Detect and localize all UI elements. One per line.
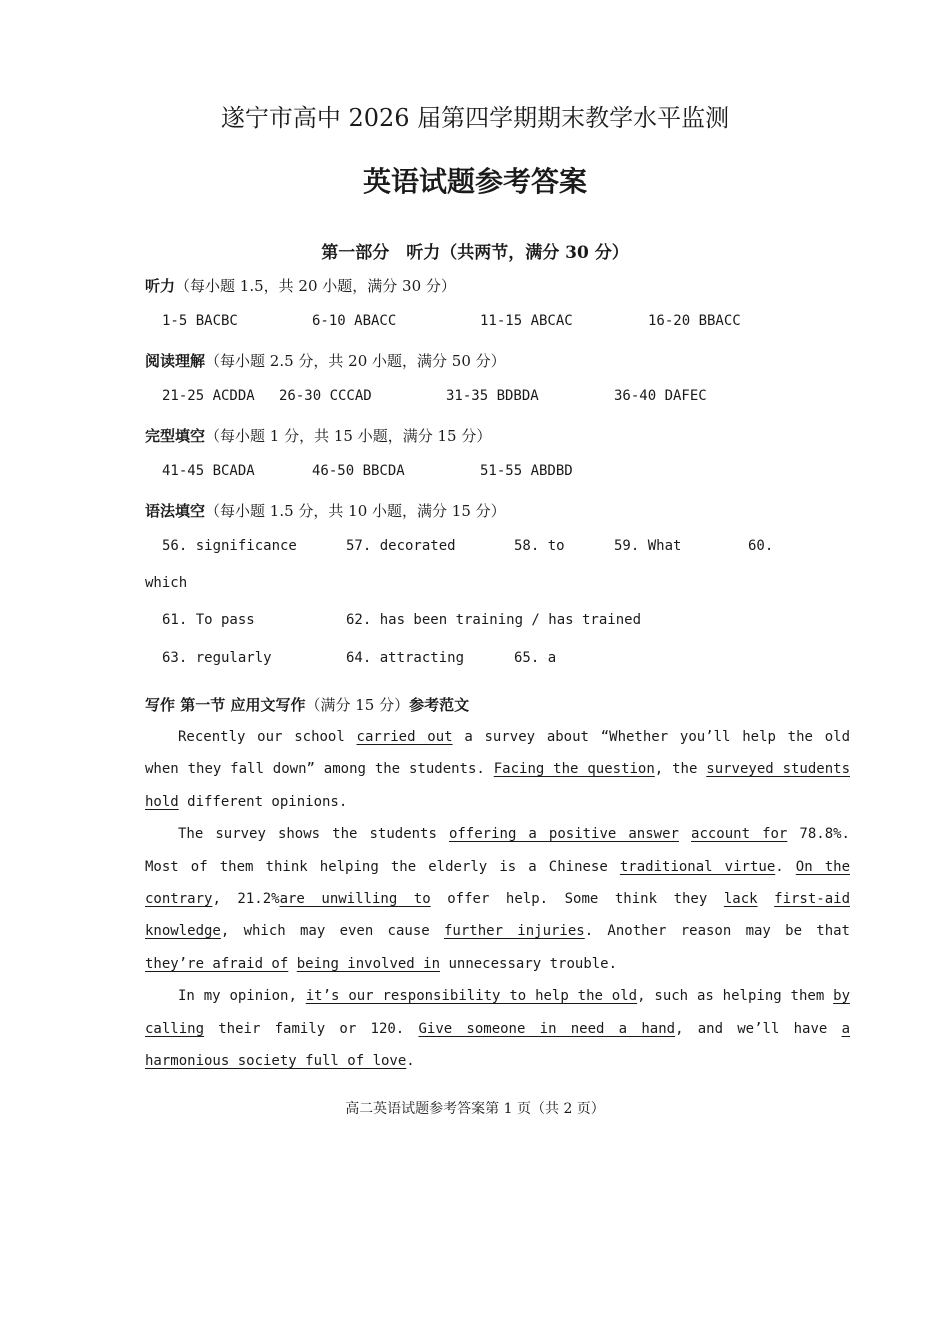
section-label: 听力 (145, 277, 176, 295)
essay-text: . (406, 1053, 415, 1070)
underlined-phrase: are unwilling to (279, 891, 431, 908)
section-note: （每小题 2.5 分，共 20 小题，满分 50 分） (205, 352, 506, 370)
writing-heading-note: （满分 15 分） (305, 696, 410, 714)
essay-text: , which may even cause (220, 923, 444, 940)
essay-text: , 21.2% (212, 891, 280, 908)
grammar-answer: 63. regularly (162, 650, 272, 666)
grammar-answer: 57. decorated (346, 538, 456, 554)
grammar-answer: 59. What (614, 538, 682, 554)
underlined-phrase: Give someone in need a hand (418, 1020, 676, 1037)
section-note: （每小题 1.5，共 20 小题，满分 30 分） (175, 277, 456, 295)
answer-group: 46-50 BBCDA (312, 463, 405, 479)
grammar-answer: 65. a (514, 650, 557, 666)
writing-heading-label: 写作 第一节 应用文写作 (145, 696, 306, 714)
grammar-answer-wrap: which (145, 575, 188, 591)
essay-text: . Another reason may be that (584, 923, 850, 940)
essay-paragraph-2 (145, 818, 850, 980)
underlined-phrase: lack (723, 891, 758, 908)
grammar-answer: 56. significance (162, 538, 297, 554)
underlined-phrase: surveyed students hold (145, 761, 851, 810)
section-note: （每小题 1 分，共 15 小题，满分 15 分） (205, 427, 492, 445)
essay-text: offer help. Some think they (430, 891, 724, 908)
essay-text: their family or 120. (204, 1020, 419, 1037)
essay-paragraph-1 (145, 721, 850, 818)
grammar-answer: 61. To pass (162, 612, 255, 628)
grammar-answer: 64. attracting (346, 650, 465, 666)
section-note: （每小题 1.5 分，共 10 小题，满分 15 分） (205, 502, 506, 520)
answer-group: 31-35 BDBDA (446, 388, 539, 404)
underlined-phrase: traditional virtue (619, 858, 776, 875)
underlined-phrase: account for (691, 826, 788, 843)
grammar-heading (145, 500, 506, 521)
underlined-phrase: Facing the question (493, 761, 655, 778)
answer-group: 16-20 BBACC (648, 313, 741, 329)
underlined-phrase: On the contrary (145, 858, 850, 908)
page-footer: 高二英语试题参考答案第 1 页（共 2 页） (345, 1101, 605, 1117)
answer-group: 41-45 BCADA (162, 463, 255, 479)
essay-text (288, 956, 296, 972)
essay-text: unnecessary trouble. (440, 955, 618, 972)
section-label: 阅读理解 (145, 352, 206, 370)
cloze-heading (145, 425, 491, 446)
underlined-phrase: being involved in (296, 955, 441, 972)
essay-text (758, 891, 775, 907)
underlined-phrase: by calling (145, 988, 850, 1037)
answer-group: 36-40 DAFEC (614, 388, 707, 404)
essay-text: a survey about “Whether you’ll help the old when they fall down” among the students. (145, 729, 850, 778)
part1-heading: 第一部分 听力（共两节，满分 30 分） (321, 243, 629, 263)
underlined-phrase: they’re afraid of (145, 955, 289, 972)
underlined-phrase: a harmonious society full of love (145, 1020, 850, 1070)
exam-title: 遂宁市高中 2026 届第四学期期末教学水平监测 (220, 104, 730, 132)
essay-text (679, 826, 691, 842)
essay-text: Recently our school (178, 729, 357, 745)
sample-essay (145, 721, 850, 1077)
listening-heading (145, 275, 456, 296)
essay-text: . (775, 858, 796, 875)
writing-heading-suffix: 参考范文 (409, 696, 470, 714)
essay-text: , and we’ll have (675, 1020, 842, 1037)
essay-text: The survey shows the students (178, 826, 449, 843)
underlined-phrase: offering a positive answer (448, 826, 679, 843)
answer-group: 6-10 ABACC (312, 313, 397, 329)
answer-group: 1-5 BACBC (162, 313, 238, 329)
essay-text: different opinions. (178, 793, 348, 810)
grammar-answer: 60. (748, 538, 774, 554)
underlined-phrase: it’s our responsibility to help the old (305, 988, 638, 1005)
writing-heading (145, 694, 469, 715)
underlined-phrase: carried out (356, 729, 453, 745)
reading-heading (145, 350, 506, 371)
essay-paragraph-3 (145, 980, 850, 1077)
answer-group: 21-25 ACDDA (162, 388, 255, 404)
grammar-answer: 58. to (514, 538, 565, 554)
answer-key-title: 英语试题参考答案 (362, 165, 587, 198)
essay-text: In my opinion, (178, 988, 306, 1005)
essay-text: , such as helping them (637, 988, 834, 1005)
underlined-phrase: first-aid knowledge (145, 891, 850, 940)
essay-text: , the (654, 761, 707, 778)
underlined-phrase: further injuries (444, 923, 585, 940)
section-label: 完型填空 (145, 427, 206, 445)
answer-group: 11-15 ABCAC (480, 313, 573, 329)
answer-group: 26-30 CCCAD (279, 388, 372, 404)
section-label: 语法填空 (145, 502, 206, 520)
essay-text: 78.8%. Most of them think helping the elderly is a Chinese (145, 826, 850, 875)
grammar-answer: 62. has been training / has trained (346, 612, 642, 628)
answer-group: 51-55 ABDBD (480, 463, 573, 479)
